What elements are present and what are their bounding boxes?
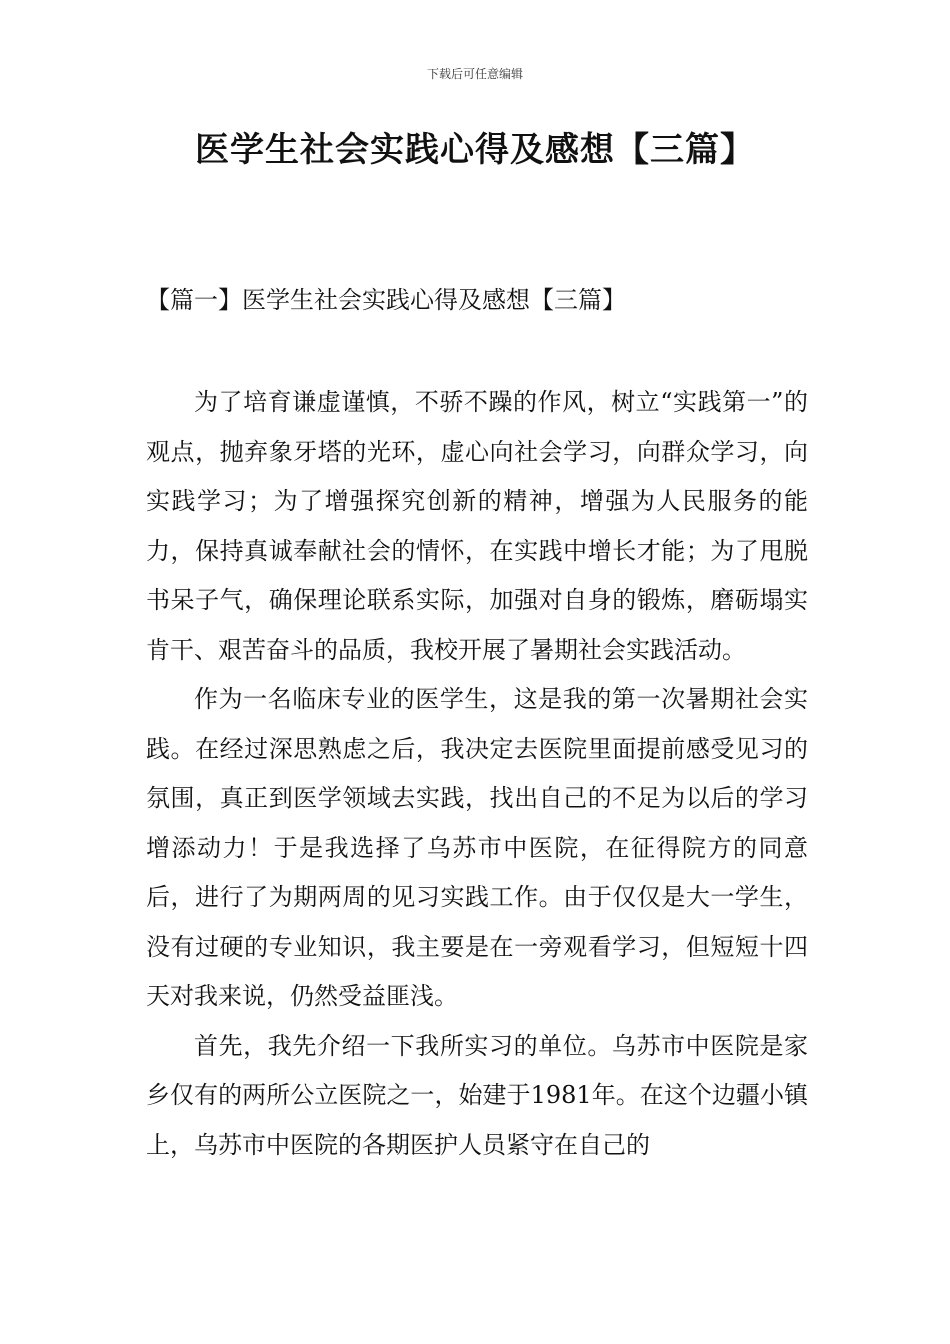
document-title: 医学生社会实践心得及感想【三篇】 xyxy=(195,130,755,170)
paragraph-3: 首先，我先介绍一下我所实习的单位。乌苏市中医院是家乡仅有的两所公立医院之一，始建于1981年。在这个边疆小镇上，乌苏市中医院的各期医护人员紧守在自己的 xyxy=(146,1031,808,1159)
paragraph-1: 为了培育谦虚谨慎，不骄不躁的作风，树立“实践第一”的观点，抛弃象牙塔的光环，虚心向社会学习，向群众学习，向实践学习；为了增强探究创新的精神，增强为人民服务的能力，保持真诚奉献社会的情怀，在实践中增长才能；为了甩脱书呆子气，确保理论联系实际，加强对自身的锻炼，磨砺塌实肯干、艰苦奋斗的品质，我校开展了暑期社会实践活动。 xyxy=(146,388,808,664)
body-text xyxy=(146,378,808,1170)
header-note: 下载后可任意编辑 xyxy=(426,67,523,81)
paragraph-2: 作为一名临床专业的医学生，这是我的第一次暑期社会实践。在经过深思熟虑之后，我决定去医院里面提前感受见习的氛围，真正到医学领域去实践，找出自己的不足为以后的学习增添动力！于是我选择了乌苏市中医院，在征得院方的同意后，进行了为期两周的见习实践工作。由于仅仅是大一学生，没有过硬的专业知识，我主要是在一旁观看学习，但短短十四天对我来说，仍然受益匪浅。 xyxy=(146,685,808,1010)
section-heading: 【篇一】医学生社会实践心得及感想【三篇】 xyxy=(146,286,626,314)
